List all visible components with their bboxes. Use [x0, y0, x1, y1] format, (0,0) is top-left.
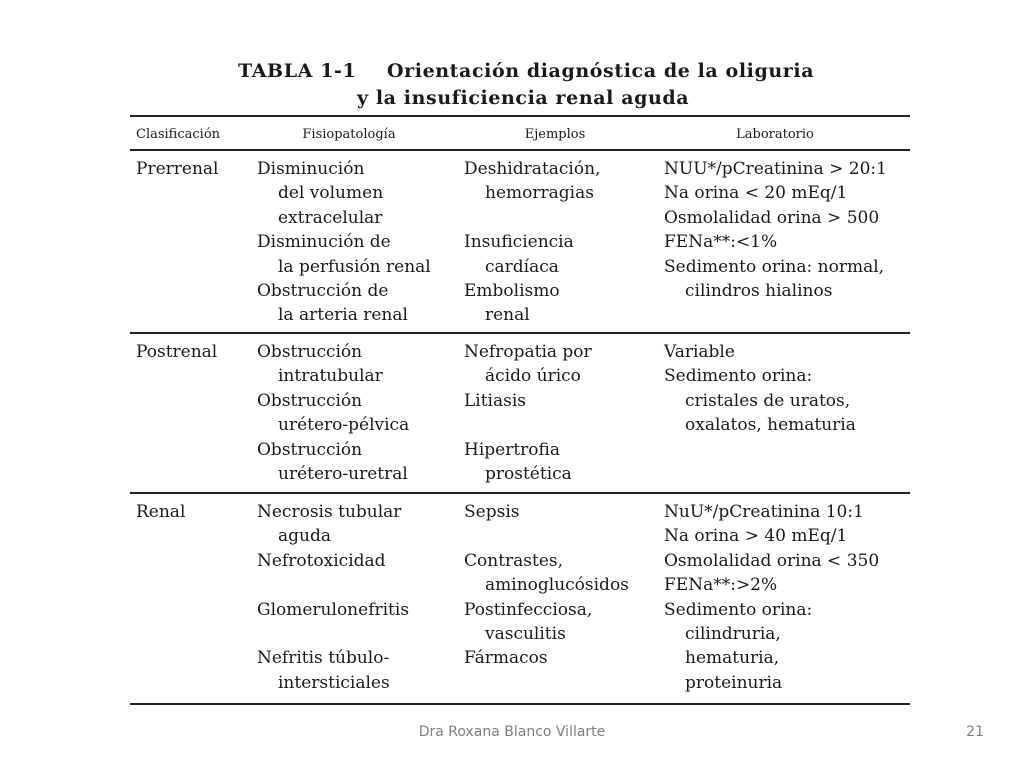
cell-line: cilindruria, [685, 624, 781, 645]
cell-line: Insuficiencia [464, 232, 574, 253]
cell-line: prostética [485, 464, 572, 485]
cell-line: Sedimento orina: [664, 599, 813, 620]
cell-line: intersticiales [278, 672, 390, 693]
header-clasificacion: Clasificación [136, 127, 221, 142]
cell-line: FENa**:>2% [664, 575, 778, 596]
cell-line: aminoglucósidos [485, 575, 629, 596]
table-title-text: Orientación diagnóstica de la oliguria [387, 60, 815, 82]
cell-line: Disminución de [257, 232, 391, 253]
cell-line: NUU*/pCreatinina > 20:1 [664, 159, 887, 179]
cell-line: Osmolalidad orina > 500 [664, 207, 880, 228]
classification-prerrenal: Prerrenal [136, 159, 219, 179]
cell-line: hemorragias [485, 183, 594, 204]
cell-line: Sepsis [464, 502, 520, 522]
slide-number: 21 [966, 724, 984, 740]
cell-line: Deshidratación, [464, 159, 601, 179]
blank-line [257, 573, 409, 597]
table-top-rule [130, 115, 910, 117]
table-bottom-rule [130, 703, 910, 705]
cell-line: Variable [664, 342, 735, 362]
ejemplos-cell [464, 157, 600, 328]
cell-line: hematuria, [685, 648, 780, 669]
cell-line: NuU*/pCreatinina 10:1 [664, 502, 864, 522]
table-subtitle-text: y la insuficiencia renal aguda [357, 87, 690, 109]
cell-line: urétero-uretral [278, 464, 408, 485]
cell-line: Na orina > 40 mEq/1 [664, 526, 848, 547]
cell-line: Glomerulonefritis [257, 599, 410, 620]
header-fisiopatologia: Fisiopatología [302, 127, 396, 142]
cell-line: Necrosis tubular [257, 502, 402, 522]
ejemplos-cell [464, 340, 592, 486]
cell-line: Postinfecciosa, [464, 599, 593, 620]
cell-line: extracelular [278, 207, 383, 228]
fisiopatologia-cell [257, 340, 409, 486]
cell-line: oxalatos, hematuria [685, 415, 856, 436]
cell-line: Obstrucción [257, 390, 363, 411]
footer-author: Dra Roxana Blanco Villarte [418, 724, 606, 740]
blank-line [257, 622, 409, 646]
cell-line: Osmolalidad orina < 350 [664, 550, 880, 571]
header-laboratorio: Laboratorio [736, 127, 814, 142]
cell-line: Nefrotoxicidad [257, 550, 386, 571]
cell-line: proteinuria [685, 672, 783, 693]
section-divider [130, 332, 910, 334]
classification-postrenal: Postrenal [136, 342, 218, 362]
cell-line: intratubular [278, 366, 383, 387]
cell-line: Embolismo [464, 281, 560, 302]
cell-line: FENa**:<1% [664, 232, 778, 253]
laboratorio-cell [664, 340, 856, 438]
cell-line: Nefropatia por [464, 342, 592, 362]
laboratorio-cell [664, 500, 879, 695]
cell-line: ácido úrico [485, 366, 581, 387]
cell-line: cilindros hialinos [685, 281, 833, 302]
cell-line: la perfusión renal [278, 256, 431, 277]
cell-line: Litiasis [464, 390, 527, 411]
cell-line: aguda [278, 526, 331, 547]
blank-line [464, 524, 629, 548]
header-ejemplos: Ejemplos [524, 127, 586, 142]
cell-line: Obstrucción [257, 342, 363, 362]
cell-line: Obstrucción [257, 439, 363, 460]
blank-line [464, 413, 592, 437]
cell-line: del volumen [278, 183, 384, 204]
cell-line: vasculitis [485, 624, 566, 645]
header-rule [130, 149, 910, 151]
cell-line: Sedimento orina: [664, 366, 813, 387]
cell-line: Contrastes, [464, 550, 564, 571]
laboratorio-cell [664, 157, 887, 303]
cell-line: Obstrucción de [257, 281, 389, 302]
cell-line: cristales de uratos, [685, 390, 851, 411]
fisiopatologia-cell [257, 500, 409, 695]
cell-line: Sedimento orina: normal, [664, 256, 885, 277]
cell-line: urétero-pélvica [278, 415, 410, 436]
cell-line: Hipertrofia [464, 439, 560, 460]
table-code: TABLA 1-1 [238, 60, 357, 82]
cell-line: Nefritis túbulo- [257, 648, 390, 669]
ejemplos-cell [464, 500, 629, 671]
blank-line [464, 206, 600, 230]
cell-line: renal [485, 305, 530, 326]
section-divider [130, 492, 910, 494]
cell-line: la arteria renal [278, 305, 408, 326]
cell-line: Na orina < 20 mEq/1 [664, 183, 848, 204]
cell-line: Disminución [257, 159, 365, 179]
fisiopatologia-cell [257, 157, 431, 328]
cell-line: cardíaca [485, 256, 559, 277]
classification-renal: Renal [136, 502, 186, 522]
cell-line: Fármacos [464, 648, 548, 669]
